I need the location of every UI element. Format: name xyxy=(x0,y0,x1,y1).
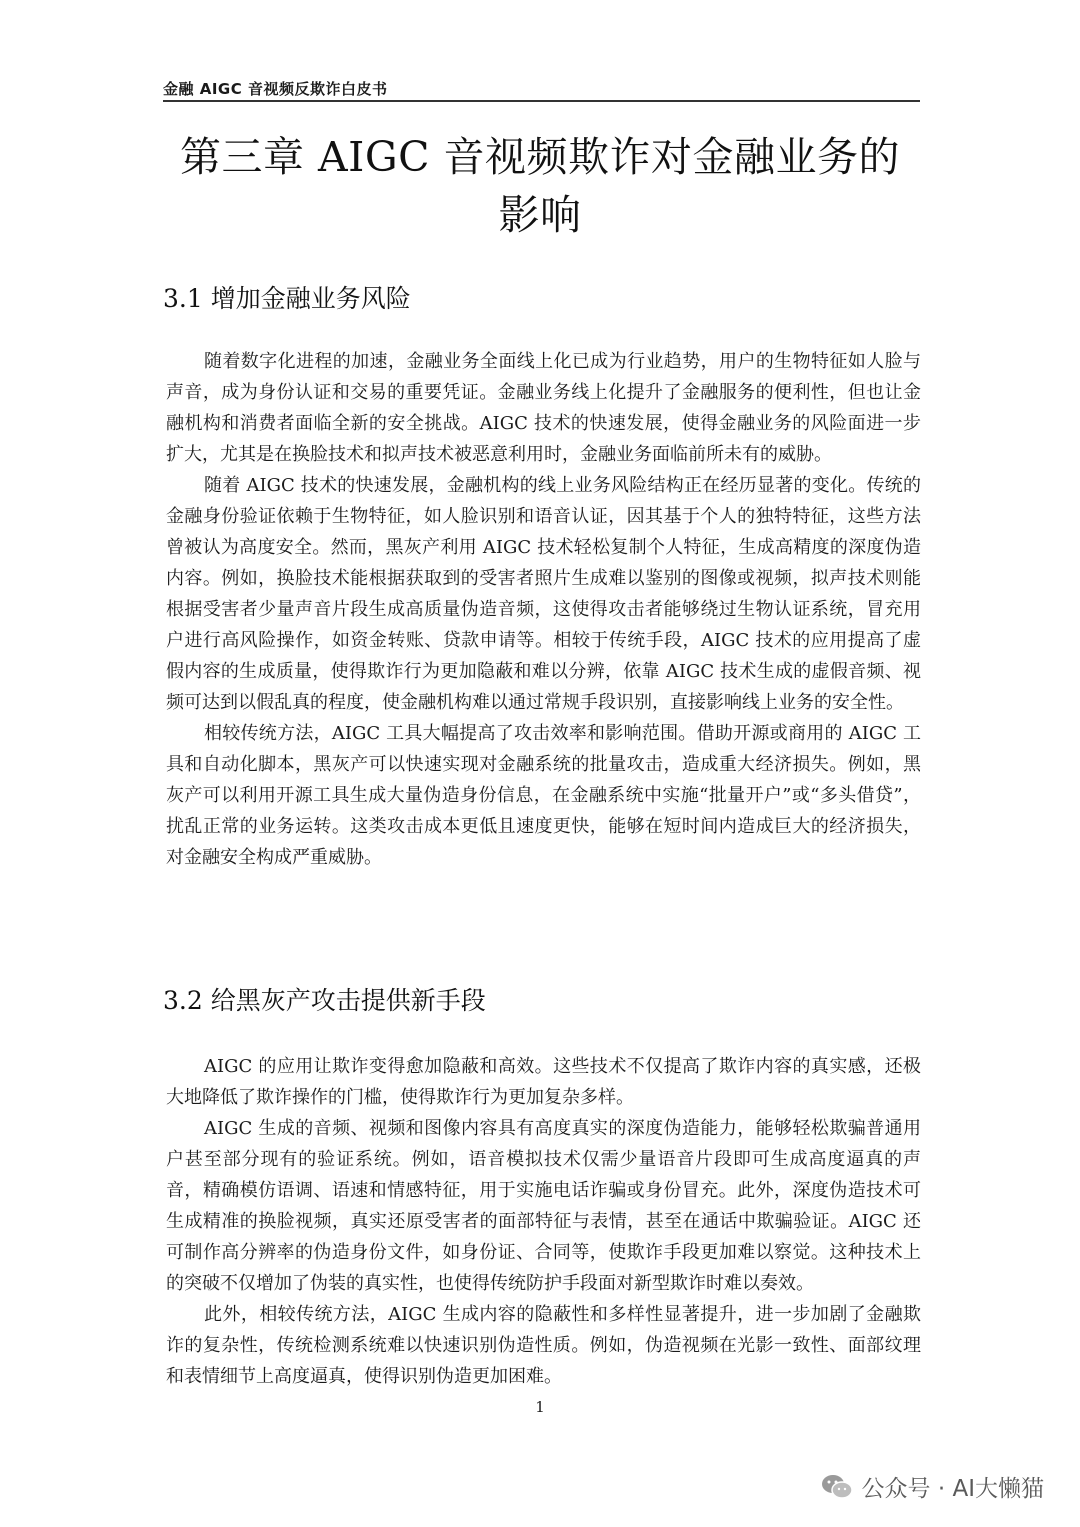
paragraph: 相较传统方法，AIGC 工具大幅提高了攻击效率和影响范围。借助开源或商用的 AIGC 工具和自动化脚本，黑灰产可以快速实现对金融系统的批量攻击，造成重大经济损失。例如，黑灰产可以利用开源工具生成大量伪造身份信息，在金融系统中实施“批量开户”或“多头借贷”，扰乱正常的业务运转。这类攻击成本更低且速度更快，能够在短时间内造成巨大的经济损失，对金融安全构成严重威胁。 xyxy=(166,723,921,868)
chapter-title xyxy=(150,128,930,244)
section-body-3-2 xyxy=(166,1051,921,1392)
paragraph: 随着数字化进程的加速，金融业务全面线上化已成为行业趋势，用户的生物特征如人脸与声音，成为身份认证和交易的重要凭证。金融业务线上化提升了金融服务的便利性，但也让金融机构和消费者面临全新的安全挑战。AIGC 技术的快速发展，使得金融业务的风险面进一步扩大，尤其是在换脸技术和拟声技术被恶意利用时，金融业务面临前所未有的威胁。 xyxy=(166,351,921,465)
running-header: 金融 AIGC 音视频反欺诈白皮书 xyxy=(163,80,388,98)
paragraph: 此外，相较传统方法，AIGC 生成内容的隐蔽性和多样性显著提升，进一步加剧了金融欺诈的复杂性，传统检测系统难以快速识别伪造性质。例如，伪造视频在光影一致性、面部纹理和表情细节上高度逼真，使得识别伪造更加困难。 xyxy=(166,1304,921,1387)
section-heading-3-2: 3.2 给黑灰产攻击提供新手段 xyxy=(163,986,486,1015)
header-divider xyxy=(163,100,920,102)
section-heading-3-1: 3.1 增加金融业务风险 xyxy=(163,284,411,313)
paragraph: 随着 AIGC 技术的快速发展，金融机构的线上业务风险结构正在经历显著的变化。传统的金融身份验证依赖于生物特征，如人脸识别和语音认证，因其基于个人的独特特征，这些方法曾被认为高度安全。然而，黑灰产利用 AIGC 技术轻松复制个人特征，生成高精度的深度伪造内容。例如，换脸技术能根据获取到的受害者照片生成难以鉴别的图像或视频，拟声技术则能根据受害者少量声音片段生成高质量伪造音频，这使得攻击者能够绕过生物认证系统，冒充用户进行高风险操作，如资金转账、贷款申请等。相较于传统手段，AIGC 技术的应用提高了虚假内容的生成质量，使得欺诈行为更加隐蔽和难以分辨，依靠 AIGC 技术生成的虚假音频、视频可达到以假乱真的程度，使金融机构难以通过常规手段识别，直接影响线上业务的安全性。 xyxy=(166,475,921,713)
section-body-3-1 xyxy=(166,346,921,873)
chapter-title-line-1: 第三章 AIGC 音视频欺诈对金融业务的 xyxy=(180,133,900,181)
watermark-text: 公众号 · AI大懒猫 xyxy=(861,1476,1044,1502)
paragraph: AIGC 的应用让欺诈变得愈加隐蔽和高效。这些技术不仅提高了欺诈内容的真实感，还极大地降低了欺诈操作的门槛，使得欺诈行为更加复杂多样。 xyxy=(166,1056,921,1108)
paragraph: AIGC 生成的音频、视频和图像内容具有高度真实的深度伪造能力，能够轻松欺骗普通用户甚至部分现有的验证系统。例如，语音模拟技术仅需少量语音片段即可生成高度逼真的声音，精确模仿语调、语速和情感特征，用于实施电话诈骗或身份冒充。此外，深度伪造技术可生成精准的换脸视频，真实还原受害者的面部特征与表情，甚至在通话中欺骗验证。AIGC 还可制作高分辨率的伪造身份文件，如身份证、合同等，使欺诈手段更加难以察觉。这种技术上的突破不仅增加了伪装的真实性，也使得传统防护手段面对新型欺诈时难以奏效。 xyxy=(166,1118,921,1294)
page-number: 1 xyxy=(535,1398,545,1416)
wechat-icon xyxy=(820,1472,854,1502)
watermark xyxy=(820,1470,1044,1503)
chapter-title-line-2: 影响 xyxy=(498,191,582,239)
